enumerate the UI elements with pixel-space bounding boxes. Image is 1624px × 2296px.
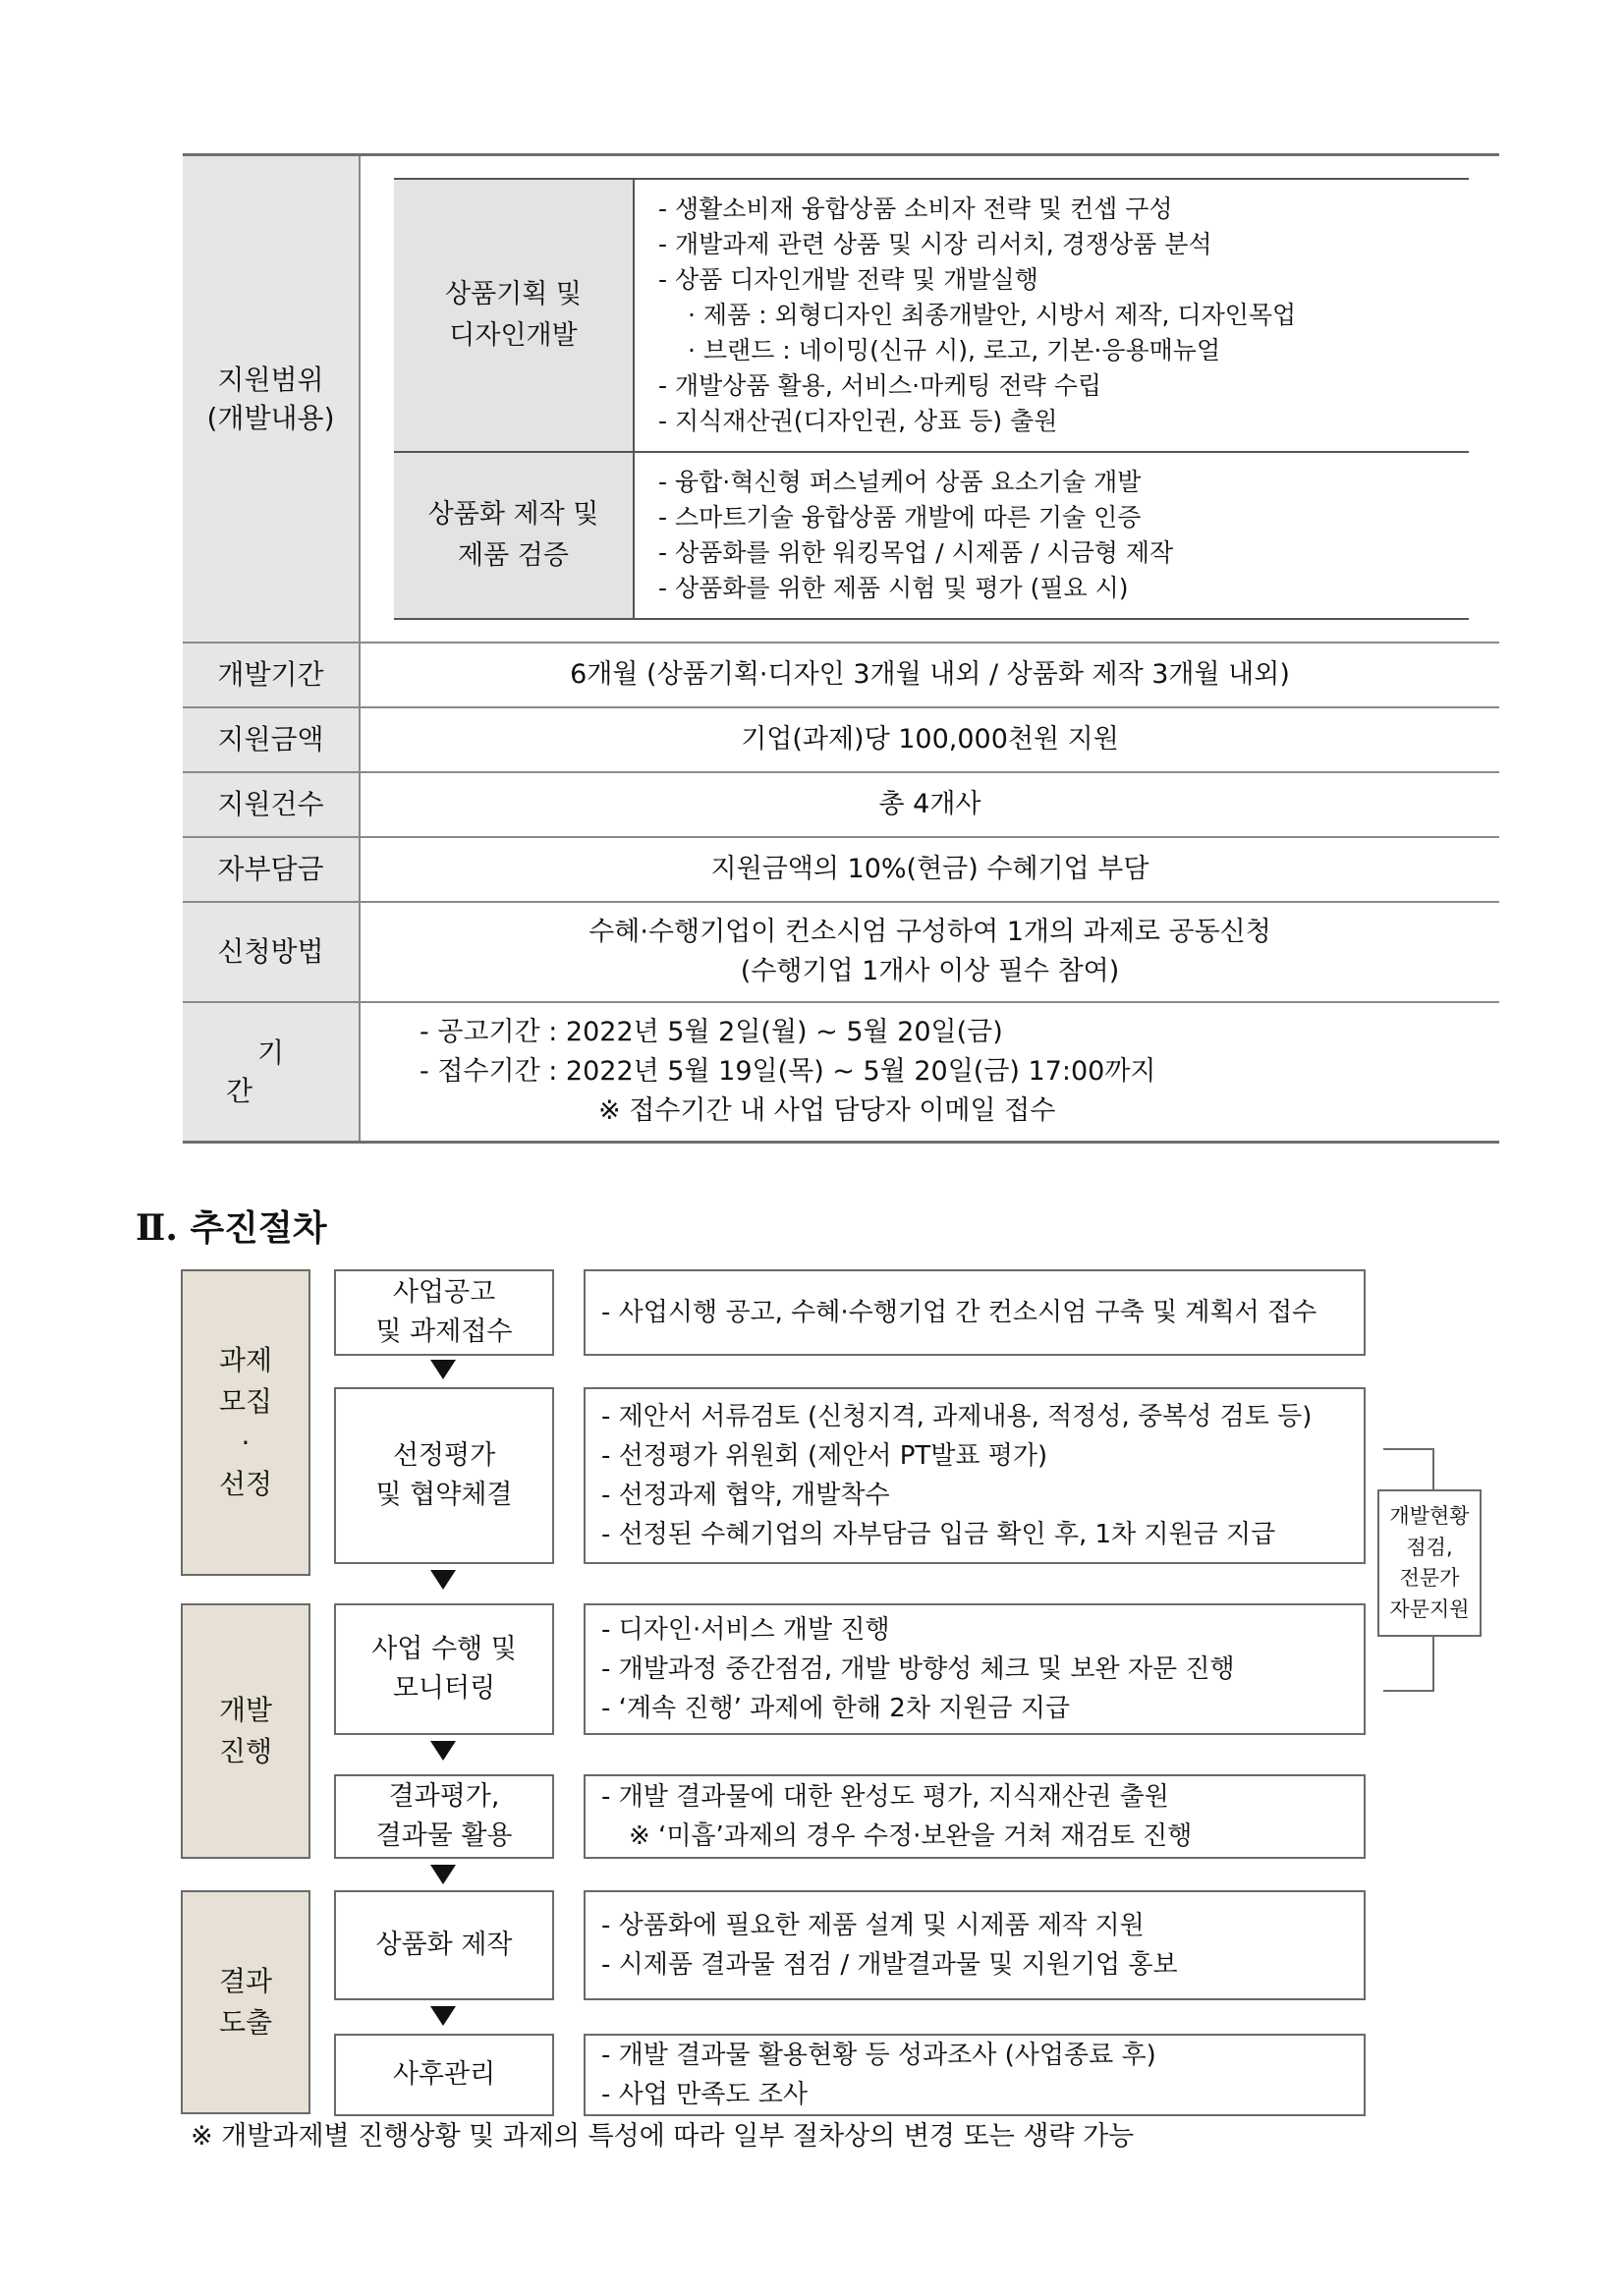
stage-text: 도출 — [218, 2006, 273, 2039]
scope-header-line2: (개발내용) — [206, 402, 335, 434]
scope-sub-item: · 브랜드 : 네이밍(신규 시), 로고, 기본·응용매뉴얼 — [688, 336, 1221, 364]
desc-line: - 개발 결과물 활용현황 등 성과조사 (사업종료 후) — [601, 2041, 1156, 2070]
scope-group-name — [394, 452, 634, 619]
bracket-bottom-vertical — [1432, 1637, 1434, 1692]
stage-text: 진행 — [218, 1735, 273, 1767]
desc-line: - 상품화에 필요한 제품 설계 및 시제품 제작 지원 — [601, 1911, 1145, 1940]
step-announce — [334, 1269, 554, 1356]
scope-item: - 생활소비재 융합상품 소비자 전략 및 컨셉 구성 — [658, 195, 1173, 223]
stage-recruit-select — [181, 1269, 310, 1576]
scope-group-name-line2: 디자인개발 — [449, 320, 578, 351]
scope-item: - 지식재산권(디자인권, 상표 등) 출원 — [658, 407, 1058, 435]
stage-text: · — [241, 1427, 251, 1459]
row-term — [183, 1002, 1499, 1142]
step-label: 사업 수행 및 — [371, 1633, 517, 1664]
scope-sub-item: · 제품 : 외형디자인 최종개발안, 시방서 제작, 디자인목업 — [688, 301, 1297, 329]
scope-group-planning — [394, 179, 1469, 452]
step-label: 사업공고 — [392, 1276, 496, 1308]
support-info-table — [183, 153, 1499, 1144]
arrow-down-icon — [430, 1360, 456, 1379]
scope-item: - 상품 디자인개발 전략 및 개발실행 — [658, 265, 1038, 294]
step-label: 모니터링 — [392, 1673, 496, 1704]
step-production — [334, 1890, 554, 2000]
scope-item: - 개발과제 관련 상품 및 시장 리서치, 경쟁상품 분석 — [658, 230, 1212, 258]
row-apply-method — [183, 902, 1499, 1002]
scope-group-name-line1: 상품기획 및 — [445, 279, 582, 310]
scope-item: - 스마트기술 융합상품 개발에 따른 기술 인증 — [658, 503, 1142, 532]
scope-item: - 융합·혁신형 퍼스널케어 상품 요소기술 개발 — [658, 468, 1142, 496]
self-burden-value: 지원금액의 10%(현금) 수혜기업 부담 — [360, 837, 1499, 902]
scope-header-line1: 지원범위 — [217, 363, 324, 396]
section-title: Ⅱ. 추진절차 — [136, 1207, 327, 1249]
step-selection-desc — [584, 1387, 1366, 1564]
step-followup — [334, 2034, 554, 2116]
term-note: ※ 접수기간 내 사업 담당자 이메일 접수 — [598, 1094, 1056, 1126]
bracket-top — [1383, 1448, 1434, 1450]
step-label: 및 과제접수 — [375, 1316, 513, 1347]
scope-group-name — [394, 179, 634, 452]
stage-development — [181, 1603, 310, 1859]
self-burden-label: 자부담금 — [183, 837, 360, 902]
desc-line: - 개발 결과물에 대한 완성도 평가, 지식재산권 출원 — [601, 1782, 1169, 1812]
step-evaluation — [334, 1774, 554, 1859]
desc-line: - 시제품 결과물 점검 / 개발결과물 및 지원기업 홍보 — [601, 1950, 1178, 1980]
support-amount-value: 기업(과제)당 100,000천원 지원 — [360, 707, 1499, 772]
process-footnote: ※ 개발과제별 진행상황 및 과제의 특성에 따라 일부 절차상의 변경 또는 생략 가능 — [191, 2121, 1135, 2152]
stage-result — [181, 1890, 310, 2114]
row-self-burden — [183, 837, 1499, 902]
term-label-text: 기 간 — [225, 1036, 348, 1107]
side-box-text: 개발현황 — [1389, 1504, 1470, 1528]
monitoring-support-box — [1377, 1489, 1482, 1637]
desc-line: - 사업 만족도 조사 — [601, 2080, 808, 2109]
scope-group-items — [634, 452, 1469, 619]
scope-group-name-line2: 제품 검증 — [458, 540, 569, 571]
support-count-label: 지원건수 — [183, 772, 360, 837]
desc-line: - 디자인·서비스 개발 진행 — [601, 1615, 890, 1645]
dev-period-label: 개발기간 — [183, 643, 360, 707]
step-evaluation-desc — [584, 1774, 1366, 1859]
side-box-text: 점검, — [1406, 1535, 1453, 1559]
apply-method-value — [360, 902, 1499, 1002]
dev-period-value: 6개월 (상품기획·디자인 3개월 내외 / 상품화 제작 3개월 내외) — [360, 643, 1499, 707]
step-label: 상품화 제작 — [375, 1929, 513, 1960]
stage-text: 모집 — [218, 1385, 273, 1418]
stage-text: 결과 — [218, 1965, 273, 1997]
arrow-down-icon — [430, 1741, 456, 1761]
term-line: - 공고기간 : 2022년 5월 2일(월) ~ 5월 20일(금) — [420, 1016, 1003, 1047]
stage-text: 개발 — [218, 1694, 273, 1726]
bracket-bottom — [1383, 1690, 1434, 1692]
term-line: - 접수기간 : 2022년 5월 19일(목) ~ 5월 20일(금) 17:00까지 — [420, 1055, 1156, 1087]
step-label: 및 협약체결 — [375, 1480, 513, 1510]
step-label: 선정평가 — [392, 1439, 496, 1471]
step-production-desc — [584, 1890, 1366, 2000]
stage-text: 과제 — [218, 1344, 273, 1376]
scope-item: - 상품화를 위한 워킹목업 / 시제품 / 시금형 제작 — [658, 538, 1174, 567]
scope-group-production — [394, 452, 1469, 619]
desc-line: - 사업시행 공고, 수혜·수행기업 간 컨소시엄 구축 및 계획서 접수 — [601, 1298, 1317, 1327]
scope-header — [183, 155, 360, 644]
step-monitoring — [334, 1603, 554, 1735]
side-box-text: 자문지원 — [1389, 1596, 1470, 1621]
scope-group-items — [634, 179, 1469, 452]
bracket-top-vertical — [1432, 1448, 1434, 1489]
arrow-down-icon — [430, 1570, 456, 1590]
step-selection — [334, 1387, 554, 1564]
step-label: 결과평가, — [388, 1780, 500, 1812]
scope-content — [360, 155, 1499, 644]
term-label — [183, 1002, 360, 1142]
row-support-amount — [183, 707, 1499, 772]
step-announce-desc — [584, 1269, 1366, 1356]
desc-note: ※ ‘미흡’과제의 경우 수정·보완을 거쳐 재검토 진행 — [629, 1821, 1193, 1851]
desc-line: - 개발과정 중간점검, 개발 방향성 체크 및 보완 자문 진행 — [601, 1654, 1235, 1684]
scope-table — [394, 178, 1469, 620]
desc-line: - ‘계속 진행’ 과제에 한해 2차 지원금 지급 — [601, 1694, 1071, 1723]
desc-line: - 제안서 서류검토 (신청지격, 과제내용, 적정성, 중복성 검토 등) — [601, 1402, 1313, 1431]
apply-method-line: (수행기업 1개사 이상 필수 참여) — [740, 956, 1120, 986]
step-label: 결과물 활용 — [375, 1820, 513, 1851]
support-amount-label: 지원금액 — [183, 707, 360, 772]
desc-line: - 선정과제 협약, 개발착수 — [601, 1481, 890, 1510]
term-value — [360, 1002, 1499, 1142]
apply-method-label: 신청방법 — [183, 902, 360, 1002]
desc-line: - 선정된 수혜기업의 자부담금 입금 확인 후, 1차 지원금 지급 — [601, 1520, 1276, 1549]
arrow-down-icon — [430, 2006, 456, 2026]
arrow-down-icon — [430, 1865, 456, 1884]
row-scope — [183, 155, 1499, 644]
stage-text: 선정 — [218, 1468, 273, 1500]
support-count-value: 총 4개사 — [360, 772, 1499, 837]
side-box-text: 전문가 — [1399, 1566, 1460, 1590]
desc-line: - 선정평가 위원회 (제안서 PT발표 평가) — [601, 1441, 1048, 1471]
scope-group-name-line1: 상품화 제작 및 — [427, 499, 599, 531]
row-dev-period — [183, 643, 1499, 707]
scope-item: - 상품화를 위한 제품 시험 및 평가 (필요 시) — [658, 574, 1129, 602]
apply-method-line: 수혜·수행기업이 컨소시엄 구성하여 1개의 과제로 공동신청 — [588, 916, 1271, 947]
scope-item: - 개발상품 활용, 서비스·마케팅 전략 수립 — [658, 371, 1102, 400]
step-followup-desc — [584, 2034, 1366, 2116]
step-label: 사후관리 — [392, 2058, 496, 2090]
row-support-count — [183, 772, 1499, 837]
step-monitoring-desc — [584, 1603, 1366, 1735]
